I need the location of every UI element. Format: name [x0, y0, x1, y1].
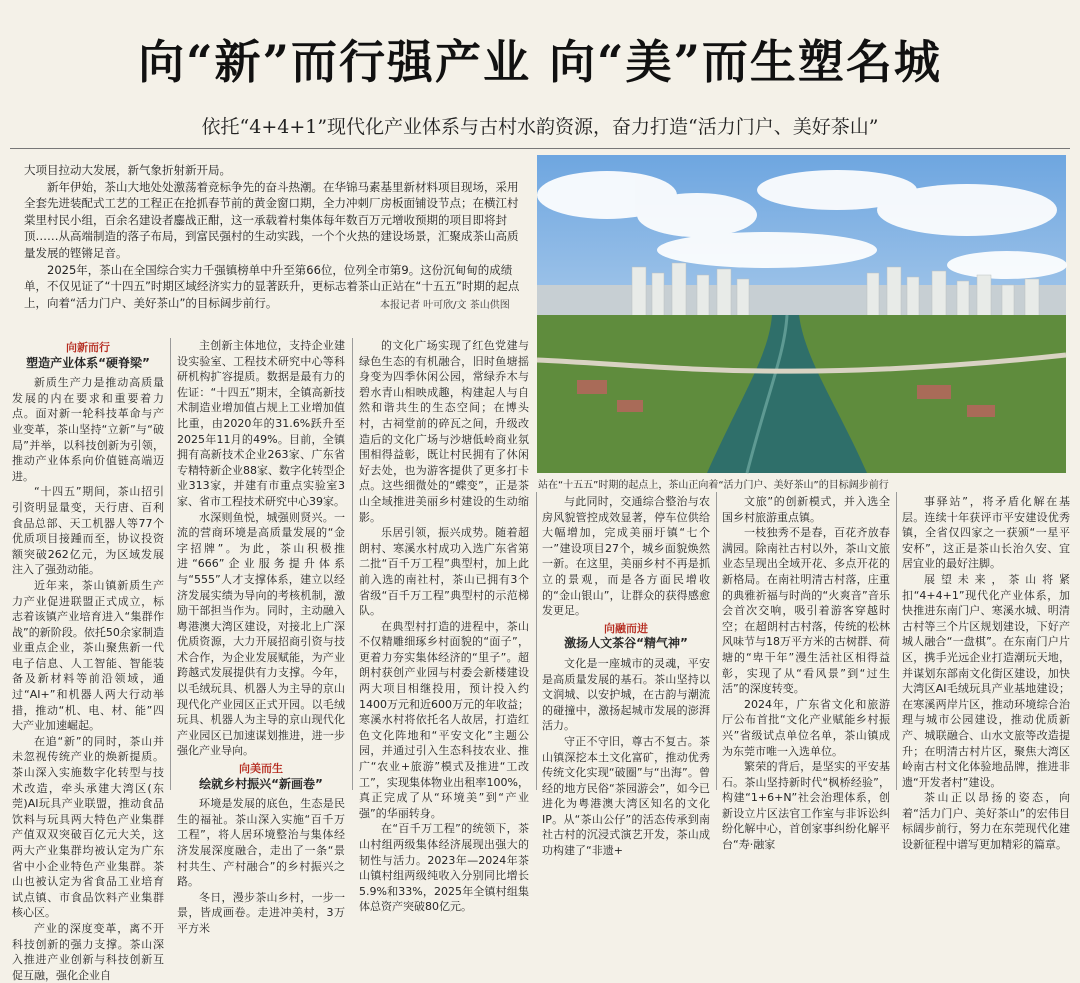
section-kicker: 向融而进: [604, 621, 648, 635]
article-column-1: [12, 338, 164, 982]
column-divider: [896, 492, 897, 790]
paragraph: 主创新主体地位，支持企业建设实验室、工程技术研究中心等科研机构扩容提质。数据是最有力的佐证：“十四五”期末，全镇高新技术制造业增加值占规上工业增加值比重，由2020年的31.6%跃升至2025年11月的49%。目前，全镇拥有高新技术企业263家、广东省专精特新企业88家、数字化转型企业313家，并建有市重点实验室3家、省市工程技术研究中心39家。: [177, 339, 345, 508]
article-column-2: [177, 338, 345, 935]
city-aerial-photo: [537, 155, 1066, 473]
paragraph: 水深则鱼悦，城强则贤兴。一流的营商环境是高质量发展的“金字招牌”。为此，茶山积极推进“666”企业服务提升体系与“555”人才支撑体系，建立以经济发展实绩为导向的考核机制，激励干部担当作为。同时，主动融入粤港澳大湾区建设，对接北上广深优质资源，大力开展招商引资与技术合作，为企业发展赋能，为产业跨越式发展提供有力支撑。今年，以毛绒玩具、机器人为主导的京山现代化产业园区正式开园。以毛绒玩具、机器人为主导的京山现代化产业园区已加速谋划推进，进一步强化产业导向。: [177, 510, 345, 758]
paragraph: “十四五”期间，茶山招引引资明显量变，天行唐、百利食品总部、天工机器人等77个优质项目接踵而至，协议投资额突破262亿元，为区域发展注入了强劲动能。: [12, 485, 164, 577]
paragraph: 繁荣的背后，是坚实的平安基石。茶山坚持新时代“枫桥经验”，构建“1+6+N”社会治理体系，创新设立片区法官工作室与非诉讼纠纷化解中心，首创家事纠纷化解平台“寿·融家: [722, 760, 890, 852]
lead-paragraph-2: 新年伊始，茶山大地处处激荡着竞标争先的奋斗热潮。在华锦马素基里新材料项目现场，采用全套先进装配式工艺的工程正在抢抓春节前的黄金窗口期，全力冲刺厂房板面铺设节点；在横江村棠里村民小组，百余名建设者鏖战正酣，这一承载着村集体每年数百万元增收预期的项目即将封顶……从高端制造的落子布局，到富民强村的生动实践，一个个火热的建设场景，汇聚成茶山高质量发展的铿锵足音。: [24, 179, 519, 260]
headline: 向“新”而行强产业 向“美”而生塑名城: [138, 35, 942, 89]
paragraph: 展望未来，茶山将紧扣“4+4+1”现代化产业体系，加快推进东南门户、寒溪水城、明清古村等三个片区规划建设，下好产城人融合“一盘棋”。在东南门户片区，携手光远企业打造潮玩天地，并谋划东部南文化街区建设，加快大湾区AI毛绒玩具产业基地建设；在寒溪两岸片区，推动环境综合治理与城市公园建设，推动优质新产、城联融合、山水文旅等改造提升；在明清古村片区，聚焦大湾区岭南古村文化体验地品牌，推进非遗“开发者村”建设。: [902, 572, 1070, 789]
byline: 本报记者 叶可欣/文 茶山供图: [380, 300, 510, 311]
lead-paragraph-3: 2025年，茶山在全国综合实力千强镇榜单中升至第66位，位列全市第9。这份沉甸甸的成绩单，不仅见证了“十四五”时期区域经济实力的显著跃升，更标志着茶山正站在“十五五”时期的起点上，向着“活力门户、美好茶山”的目标阔步前行。: [24, 262, 520, 310]
paragraph: 在“百千万工程”的统领下，茶山村组两级集体经济展现出强大的韧性与活力。2023年—2024年茶山镇村组两级纯收入分别同比增长5.9%和33%，2025年全镇村组集体总资产突破80亿元。: [359, 822, 529, 914]
lead-article: [24, 162, 522, 311]
paragraph: 文旅”的创新模式，并入选全国乡村旅游重点镇。: [722, 495, 890, 524]
article-column-6: [902, 494, 1070, 852]
paragraph: 近年来，茶山镇新质生产力产业促进联盟正式成立，标志着该镇产业培育进入“集群作战”的新阶段。依托50余家制造业重点企业，茶山聚焦新一代电子信息、人工智能、智能装备及新材料等前沿领域，通过“AI+”和机器人两大行动举措，推动“机、电、材、能”四大产业加速崛起。: [12, 578, 164, 733]
paragraph: 新质生产力是推动高质量发展的内在要求和重要着力点。面对新一轮科技革命与产业变革，茶山坚持“立新”与“破局”并举，以科技创新为引领，推动产业体系向价值链高端迈进。: [12, 376, 164, 483]
column-divider: [352, 338, 353, 790]
section-kicker: 向新而行: [66, 341, 110, 354]
paragraph: 守正不守旧，尊古不复古。茶山镇深挖本土文化富矿，推动优秀传统文化实现“破圈”与“出海”。曾经的地方民俗“茶园游会”，如今已进化为粤港澳大湾区知名的文化IP。从“茶山公仔”的活态传承到南社古村的沉浸式演艺开发，茶山成功构建了“非遗+: [542, 734, 710, 858]
paragraph: 2024年，广东省文化和旅游厅公布首批“文化产业赋能乡村振兴”省级试点单位名单，茶山镇成为东莞市唯一入选单位。: [722, 697, 890, 758]
subheadline: 依托“4+4+1”现代化产业体系与古村水韵资源，奋力打造“活力门户、美好茶山”: [201, 116, 879, 138]
paragraph: 文化是一座城市的灵魂，平安是高质量发展的基石。茶山坚持以文润城、以安护城，在古韵与潮流的碰撞中，激扬起城市发展的澎湃活力。: [542, 656, 710, 733]
article-column-4: [542, 494, 710, 858]
paragraph: 事驿站”，将矛盾化解在基层。连续十年获评市平安建设优秀镇，全省仅四家之一获颁“一星平安杯”，这正是茶山长治久安、宜居宜业的最好注脚。: [902, 495, 1070, 571]
lead-paragraph-1: 大项目拉动大发展，新气象折射新开局。: [24, 163, 231, 177]
photo-caption: 站在“十五五”时期的起点上，茶山正向着“活力门户、美好茶山”的目标阔步前行: [538, 480, 889, 491]
column-divider: [170, 338, 171, 790]
paragraph: 乐居引领，振兴成势。随着超朗村、寒溪水村成功入选广东省第二批“百千万工程”典型村，加上此前入选的南社村，茶山已拥有3个省级“百千万工程”典型村的示范梯队。: [359, 526, 529, 618]
paragraph: 与此同时，交通综合整治与农房风貌管控成效显著，停车位供给大幅增加，完成美丽圩镇“七个一”建设项目27个，城乡面貌焕然一新。在这里，美丽乡村不再是抓立的景观，而是各方面民增收的“金山银山”，让群众的获得感愈发更足。: [542, 495, 710, 618]
section-title: 激扬人文茶谷“精气神”: [564, 636, 688, 651]
paragraph: 的文化广场实现了红色党建与绿色生态的有机融合，旧时鱼塘摇身变为四季休闲公园，常绿乔木与碧水青山相映成趣，构建起人与自然和谐共生的生态空间；在博头村，古祠堂前的碎瓦之间，升级改造后的文化广场与沙塘低岭商业氛围相得益彰，既让村民拥有了休闲好去处，也为游客提供了更多打卡点。这些细微处的“蝶变”，正是茶山全域推进美丽乡村建设的生动缩影。: [359, 339, 529, 524]
column-divider: [716, 492, 717, 790]
paragraph: 在追“新”的同时，茶山并未忽视传统产业的焕新提质。茶山深入实施数字化转型与技术改造，牵头承建大湾区(东莞)AI玩具产业联盟，推动食品饮料与玩具两大特色产业集群产值双双突破百亿元大关，这两大产业集群均被认定为广东省中小企业特色产业集群。茶山也被认定为省食品工业培育试点镇、市食品饮料产业集群核心区。: [12, 734, 164, 920]
header-rule: [10, 148, 1070, 149]
section-kicker: 向美而生: [239, 762, 283, 776]
paragraph: 环境是发展的底色，生态是民生的福祉。茶山深入实施“百千万工程”，将人居环境整治与集体经济发展深度融合，走出了一条“景村共生、产村融合”的乡村振兴之路。: [177, 797, 345, 889]
section-title: 绘就乡村振兴“新画卷”: [199, 776, 323, 791]
paragraph: 一枝独秀不是春，百花齐放春满园。除南社古村以外，茶山文旅业态呈现出全域开花、多点开花的新格局。在南社明清古村落，庄重的典雅祈福与时尚的“火爽音”音乐会首次交响，吸引着游客穿越时空；在超朗村古村落，传统的松林风味节与18万平方米的古树群、荷塘的“卑干年”漫生活社区相得益彰，实现了从“看风景”到“过生活”的深度转变。: [722, 526, 890, 696]
paragraph: 产业的深度变革，离不开科技创新的强力支撑。茶山深入推进产业创新与科技创新互促互融，强化企业自: [12, 921, 164, 982]
paragraph: 在典型村打造的进程中，茶山不仅精雕细琢乡村面貌的“面子”，更着力夯实集体经济的“里子”。超朗村获创产业园与村委会新楼建设两大项目相继投用，预计投入约1400万元和近600万元的年收益；寒溪水村将依托名人故居，打造红色文化阵地和“平安文化”主题公园，并通过引入生态科技农业、推广“农业+旅游”模式及推进“工改工”，实现集体物业出租率100%，真正完成了从“环境美”到“产业强”的华丽转身。: [359, 619, 529, 820]
article-column-5: [722, 494, 890, 852]
paragraph: 冬日，漫步茶山乡村，一步一景，皆成画卷。走进冲美村，3万平方米: [177, 890, 345, 935]
paragraph: 茶山正以昂扬的姿态，向着“活力门户、美好茶山”的宏伟目标阔步前行，努力在东莞现代化建设新征程中谱写更加精彩的篇章。: [902, 791, 1070, 852]
section-title: 塑造产业体系“硬脊梁”: [26, 355, 150, 370]
article-column-3: [359, 338, 529, 914]
column-divider: [536, 492, 537, 790]
